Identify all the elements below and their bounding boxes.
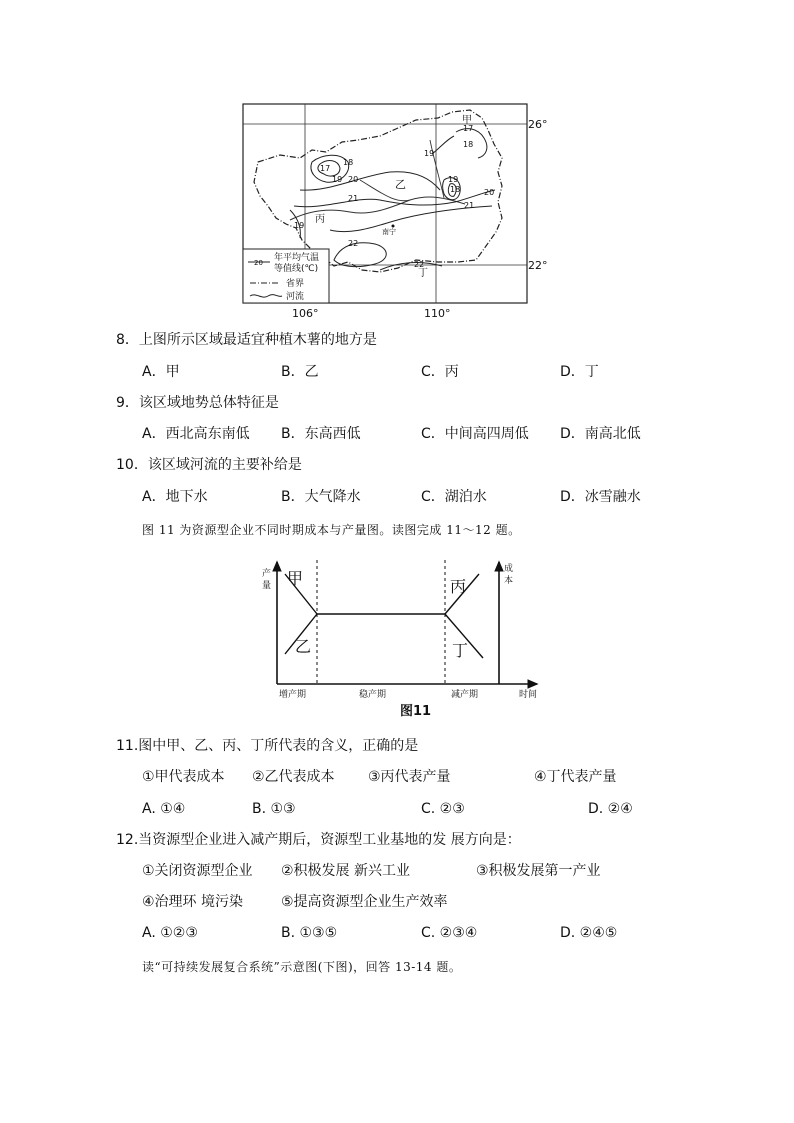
- phase3-label: 减产期: [451, 690, 479, 700]
- iso-label: 19: [448, 175, 459, 184]
- place-ding: 丁: [418, 268, 428, 279]
- question-8-stem: 8．上图所示区域最适宜种植木薯的地方是: [116, 332, 377, 348]
- q11-statement-4: ④丁代表产量: [534, 769, 617, 785]
- place-bing: 丙: [315, 214, 325, 225]
- place-jia: 甲: [462, 115, 472, 126]
- right-y-label-2: 本: [504, 576, 514, 586]
- q12-option-d[interactable]: D. ②④⑤: [560, 925, 618, 941]
- q12-option-a[interactable]: A. ①②③: [142, 925, 198, 941]
- legend-river-label: 河流: [286, 292, 305, 302]
- q8-option-c[interactable]: C．丙: [421, 364, 459, 380]
- q12-option-b[interactable]: B. ①③⑤: [281, 925, 338, 941]
- question-10-stem: 10．该区域河流的主要补给是: [116, 457, 302, 473]
- right-y-label-1: 成: [504, 564, 514, 574]
- q11-option-b[interactable]: B. ①③: [252, 801, 296, 817]
- q8-option-a[interactable]: A．甲: [142, 364, 180, 380]
- phase2-label: 稳产期: [359, 690, 387, 700]
- label-bing: 丙: [450, 577, 467, 596]
- q12-option-c[interactable]: C. ②③④: [421, 925, 478, 941]
- q11-statement-2: ②乙代表成本: [252, 769, 335, 785]
- figure-11-cost-output-diagram: [255, 556, 545, 721]
- q11-statement-3: ③丙代表产量: [368, 769, 451, 785]
- q10-option-b[interactable]: B．大气降水: [281, 489, 361, 505]
- q11-option-a[interactable]: A. ①④: [142, 801, 186, 817]
- q13-intro: 读“可持续发展复合系统”示意图(下图)，回答 13-14 题。: [142, 960, 462, 974]
- q11-option-d[interactable]: D. ②④: [588, 801, 633, 817]
- q12-statement-3: ③积极发展第一产业: [476, 863, 601, 879]
- q8-option-d[interactable]: D．丁: [560, 364, 599, 380]
- iso-label: 22: [414, 260, 425, 269]
- question-9-stem: 9．该区域地势总体特征是: [116, 395, 279, 411]
- lon-label-106: 106°: [292, 307, 319, 320]
- lat-label-22: 22°: [528, 259, 548, 272]
- q8-option-b[interactable]: B．乙: [281, 364, 319, 380]
- iso-label: 18: [450, 185, 461, 194]
- svg-text:20: 20: [254, 259, 263, 267]
- legend-border-label: 省界: [286, 279, 305, 289]
- guangxi-isotherm-map: [230, 100, 560, 325]
- q12-statement-4: ④治理环 境污染: [142, 894, 244, 910]
- phase1-label: 增产期: [279, 690, 307, 700]
- x-axis-label: 时间: [519, 690, 538, 700]
- city-nanning: 南宁: [382, 228, 396, 236]
- iso-label: 18: [463, 140, 474, 149]
- q11-option-c[interactable]: C. ②③: [421, 801, 465, 817]
- legend-iso-label-1: 年平均气温: [274, 253, 320, 263]
- q9-option-d[interactable]: D．南高北低: [560, 426, 641, 442]
- question-12-stem: 12.当资源型企业进入减产期后，资源型工业基地的发 展方向是：: [116, 832, 521, 848]
- q12-statement-2: ②积极发展 新兴工业: [281, 863, 411, 879]
- q10-option-d[interactable]: D．冰雪融水: [560, 489, 641, 505]
- iso-label: 21: [348, 194, 359, 203]
- q10-option-a[interactable]: A．地下水: [142, 489, 208, 505]
- figure-caption: 图11: [400, 704, 432, 719]
- iso-label: 20: [348, 175, 359, 184]
- iso-label: 17: [463, 124, 474, 133]
- iso-label: 19: [424, 149, 435, 158]
- label-jia: 甲: [287, 569, 304, 588]
- q9-option-b[interactable]: B．东高西低: [281, 426, 361, 442]
- left-y-label-2: 量: [262, 581, 272, 591]
- map-legend: [243, 249, 329, 303]
- place-yi: 乙: [395, 178, 406, 191]
- iso-label: 19: [332, 175, 343, 184]
- iso-label: 18: [343, 158, 354, 167]
- q12-statement-1: ①关闭资源型企业: [142, 863, 253, 879]
- label-yi: 乙: [295, 637, 312, 656]
- q9-option-c[interactable]: C．中间高四周低: [421, 426, 529, 442]
- question-11-stem: 11.图中甲、乙、丙、丁所代表的含义，正确的是: [116, 738, 419, 754]
- iso-label: 17: [320, 164, 331, 173]
- q10-option-c[interactable]: C．湖泊水: [421, 489, 487, 505]
- lon-label-110: 110°: [424, 307, 451, 320]
- iso-label: 19: [294, 221, 305, 230]
- legend-iso-label-2: 等值线(℃): [274, 264, 319, 274]
- iso-label: 20: [484, 188, 495, 197]
- iso-label: 22: [348, 239, 359, 248]
- label-ding: 丁: [452, 641, 469, 660]
- q12-statement-5: ⑤提高资源型企业生产效率: [281, 894, 448, 910]
- q9-option-a[interactable]: A．西北高东南低: [142, 426, 250, 442]
- left-y-label-1: 产: [262, 569, 272, 579]
- lat-label-26: 26°: [528, 118, 548, 131]
- q11-statement-1: ①甲代表成本: [142, 769, 225, 785]
- iso-label: 21: [464, 201, 475, 210]
- fig11-intro: 图 11 为资源型企业不同时期成本与产量图。读图完成 11～12 题。: [142, 523, 521, 537]
